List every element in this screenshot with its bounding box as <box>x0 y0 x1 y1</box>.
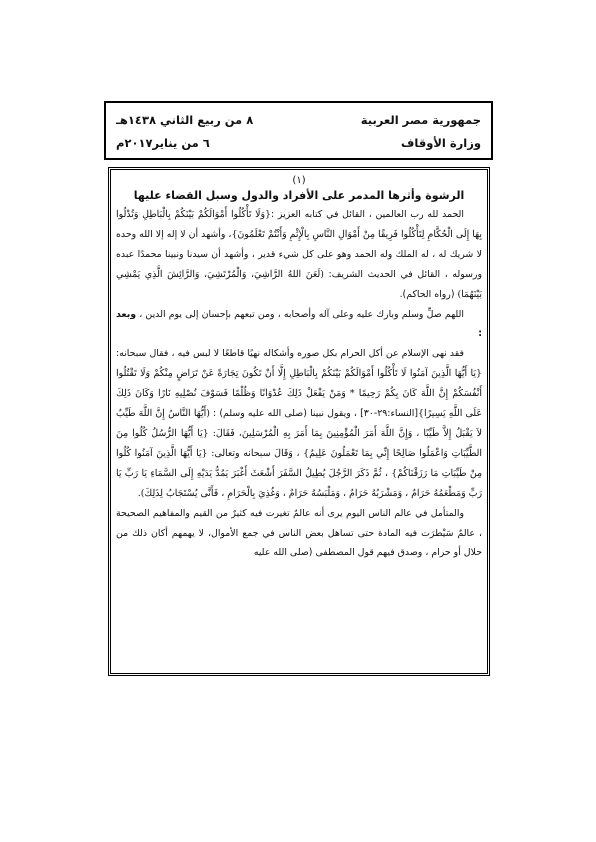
p1-text-b: ، وأشهد أن لا إله إلا الله وحده لا شريك له ، له الملك وله الحمد وهو على كل شيء قدير ، وأشهد أن سيدنا ونبينا محمدًا عبده ورسوله ، القائل في الحديث الشريف: <box>116 228 482 280</box>
article-body <box>116 174 482 563</box>
paragraph-2 <box>116 305 482 345</box>
gregorian-date: ٦ من يناير٢٠١٧م <box>116 136 210 150</box>
p2-text: اللهم صلِّ وسلم وبارك عليه وعلى آله وأصحابه ، ومن تبعهم بإحسان إلى يوم الدين ، <box>136 308 464 320</box>
hijri-date: ٨ من ربيع الثاني ١٤٣٨هـ <box>116 113 254 127</box>
p3-text-a: فقد نهى الإسلام عن أكل الحرام بكل صوره وأشكاله نهيًا قاطعًا لا لبس فيه ، فقال سبحانه: <box>116 348 464 360</box>
paragraph-4: والمتأمل في عالم الناس اليوم يرى أنه عالمٌ تغيرت فيه كثيرٌ من القيم والمفاهيم الصحيحة ، عالمٌ سَيْطرَت فيه المادة حتى تساهل بعض الناس في جمع الأموال، لا يهمهم أكان ذلك من حلال أو حرام ، وصدق فيهم قول المصطفى (صلى الله عليه <box>116 507 482 559</box>
p2-bold: وبعد : <box>116 308 482 340</box>
p3-text-c: . <box>137 487 141 499</box>
header-box <box>104 101 493 160</box>
article-number: (١) <box>292 175 306 186</box>
article-title: الرشوة وأثرها المدمر على الأفراد والدول وسبل القضاء عليها <box>133 189 465 202</box>
paragraph-1 <box>116 205 482 305</box>
p1-hadith: (لَعَنَ اللهُ الرَّاشِيَ، وَالْمُرْتَشِيَ، وَالرَّائِشَ الَّذِي يَمْشِي بَيْنَهُمَا) <box>116 268 482 300</box>
country-name: جمهورية مصر العربية <box>360 113 481 127</box>
p3-hadith: (أَيُّهَا النَّاسُ إِنَّ اللَّهَ طَيِّبٌ لاَ يَقْبَلُ إِلاَّ طَيِّبًا ، وَإِنَّ اللَّهَ أَمَرَ الْمُؤْمِنِينَ بِمَا أَمَرَ بِهِ الْمُرْسَلِينَ، فَقَالَ: {يَا أَيُّهَا الرُّسُلُ كُلُوا مِنَ الطَّيِّبَاتِ وَاعْمَلُوا صَالِحًا إِنِّي بِمَا تَعْمَلُونَ عَلِيمٌ} ، وَقَالَ سبحانه وتعالى: {يَا أَيُّهَا الَّذِينَ آمَنُوا كُلُوا مِنْ طَيِّبَاتِ مَا رَزَقْنَاكُمْ} ، ثُمَّ ذَكَرَ الرَّجُلَ يُطِيلُ السَّفَرَ أَشْعَثَ أَغْبَرَ يَمُدُّ يَدَيْهِ إِلَى السَّمَاءِ يَا رَبِّ يَا رَبِّ وَمَطْعَمُهُ حَرَامٌ ، وَمَشْرَبُهُ حَرَامٌ ، وَمَلْبَسُهُ حَرَامٌ ، وَغُذِيَ بِالْحَرَامِ ، فَأَنَّى يُسْتَجَابُ لِذَلِكَ) <box>116 408 482 499</box>
p3-verse-1: {يَا أَيُّهَا الَّذِينَ آمَنُوا لَا تَأْكُلُوا أَمْوَالَكُمْ بَيْنَكُمْ بِالْبَاطِلِ إِلَّا أَنْ تَكُونَ تِجَارَةً عَنْ تَرَاضٍ مِنْكُمْ وَلَا تَقْتُلُوا أَنْفُسَكُمْ إِنَّ اللَّهَ كَانَ بِكُمْ رَحِيمًا * وَمَنْ يَفْعَلْ ذَلِكَ عُدْوَانًا وَظُلْمًا فَسَوْفَ نُصْلِيهِ نَارًا وَكَانَ ذَلِكَ عَلَى اللَّهِ يَسِيرًا} <box>116 368 483 420</box>
p3-text-b: ، ويقول نبينا (صلى الله عليه وسلم) : <box>209 408 361 420</box>
p3-ref: [النساء:٢٩-٣٠] <box>360 408 419 420</box>
p1-text-a: الحمد لله رب العالمين ، القائل في كتابه العزيز : <box>271 209 464 220</box>
p1-verse: {وَلَا تَأْكُلُوا أَمْوَالَكُمْ بَيْنَكُمْ بِالْبَاطِلِ وَتُدْلُوا بِهَا إِلَى الْحُكَّامِ لِتَأْكُلُوا فَرِيقًا مِنْ أَمْوَالِ النَّاسِ بِالْإِثْمِ وَأَنْتُمْ تَعْلَمُونَ} <box>116 209 482 240</box>
header-row-2 <box>116 134 481 152</box>
ministry-name: وزارة الأوقاف <box>401 136 481 150</box>
p1-text-c: (رواه الحاكم). <box>399 288 458 300</box>
paragraph-3 <box>116 344 482 503</box>
header-row-1 <box>116 111 481 129</box>
